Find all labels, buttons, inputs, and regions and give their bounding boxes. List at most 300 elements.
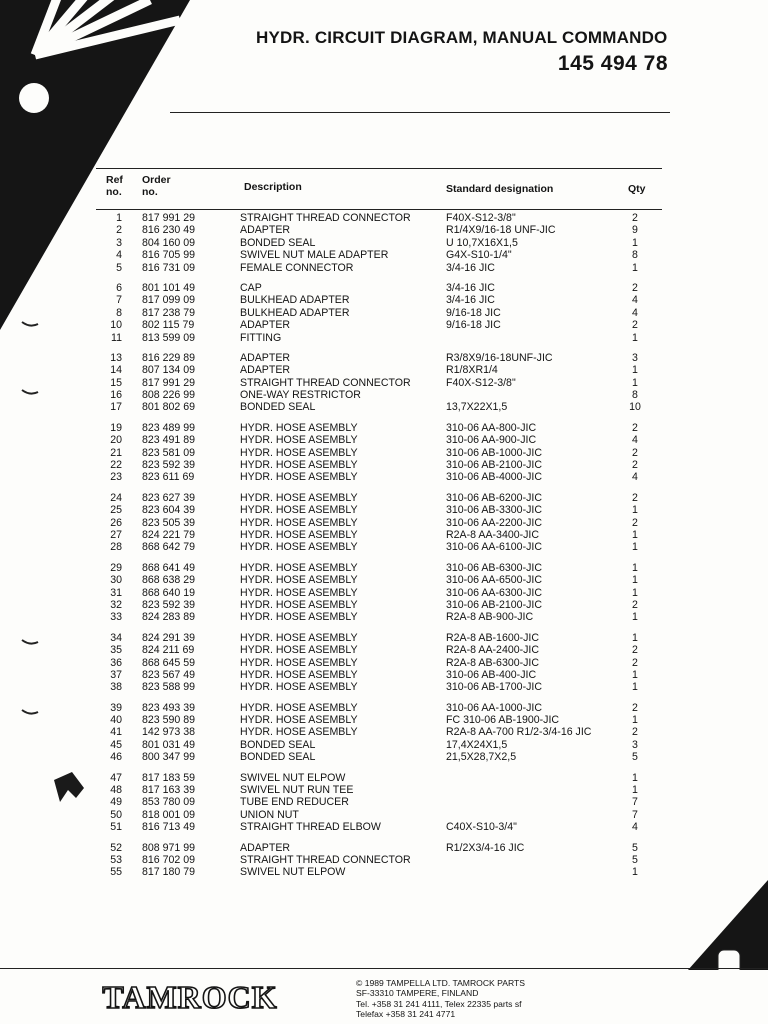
description-cell: HYDR. HOSE ASEMBLY [240, 714, 358, 727]
description-cell: CAP [240, 281, 262, 294]
order-no-cell: 823 611 69 [142, 471, 195, 484]
table-row [96, 224, 662, 236]
logo-text: TAMROCK [102, 980, 278, 1014]
qty-cell: 4 [632, 306, 638, 319]
standard-designation-cell: 3/4-16 JIC [446, 281, 495, 294]
order-no-cell: 817 163 39 [142, 784, 196, 797]
table-row [96, 796, 662, 808]
description-cell: HYDR. HOSE ASEMBLY [240, 586, 358, 599]
order-no-cell: 807 134 09 [142, 364, 196, 377]
qty-cell: 2 [632, 656, 638, 669]
description-cell: BONDED SEAL [240, 236, 316, 249]
table-row [96, 249, 662, 261]
table-row [96, 809, 662, 821]
order-no-cell: 868 641 49 [142, 561, 196, 574]
ref-cell: 5 [116, 261, 122, 274]
table-row [96, 377, 662, 389]
ref-cell: 36 [110, 656, 122, 669]
qty-cell: 2 [632, 459, 638, 472]
qty-cell: 1 [632, 561, 638, 574]
description-cell: ADAPTER [240, 364, 291, 377]
footer-rule [0, 968, 768, 969]
order-no-cell: 868 645 59 [142, 656, 196, 669]
ref-cell: 55 [110, 866, 122, 879]
corner-graphic-bottom [688, 880, 768, 970]
qty-cell: 2 [632, 446, 638, 459]
qty-cell: 3 [632, 738, 638, 751]
standard-designation-cell: 21,5X28,7X2,5 [446, 751, 517, 764]
qty-cell: 1 [632, 364, 638, 377]
footer-line-3: Tel. +358 31 241 4111, Telex 22335 parts sf [356, 998, 522, 1009]
footer-line-1: © 1989 TAMPELLA LTD. TAMROCK PARTS [356, 978, 526, 988]
ref-cell: 47 [110, 771, 122, 784]
description-cell: HYDR. HOSE ASEMBLY [240, 516, 358, 529]
standard-designation-cell: 310-06 AA-800-JIC [446, 421, 537, 434]
ref-cell: 32 [110, 598, 122, 611]
description-cell: HYDR. HOSE ASEMBLY [240, 701, 358, 714]
table-row [96, 492, 662, 504]
group-gap [96, 484, 662, 492]
order-no-cell: 816 705 99 [142, 249, 196, 262]
qty-cell: 2 [632, 516, 638, 529]
qty-cell: 2 [632, 726, 638, 739]
standard-designation-cell: 310-06 AB-1000-JIC [446, 446, 542, 459]
description-cell: HYDR. HOSE ASEMBLY [240, 561, 358, 574]
qty-cell: 1 [632, 331, 638, 344]
table-row [96, 751, 662, 763]
order-no-cell: 817 238 79 [142, 306, 196, 319]
qty-cell: 5 [632, 841, 638, 854]
ref-cell: 17 [110, 401, 122, 414]
standard-designation-cell: U 10,7X16X1,5 [446, 236, 518, 249]
col-order-line1: Order [142, 174, 171, 186]
qty-cell: 2 [632, 598, 638, 611]
document-title: HYDR. CIRCUIT DIAGRAM, MANUAL COMMANDO [256, 28, 668, 47]
footer-line-4: Telefax +358 31 241 4771 [356, 1009, 456, 1020]
ref-cell: 52 [110, 841, 122, 854]
table-row [96, 319, 662, 331]
order-no-cell: 823 491 89 [142, 434, 196, 447]
standard-designation-cell: 310-06 AA-2200-JIC [446, 516, 542, 529]
table-row [96, 784, 662, 796]
description-cell: UNION NUT [240, 808, 299, 821]
qty-cell: 8 [632, 249, 638, 262]
order-no-cell: 823 493 39 [142, 701, 196, 714]
standard-designation-cell: 310-06 AA-900-JIC [446, 434, 537, 447]
table-row [96, 714, 662, 726]
table-row [96, 702, 662, 714]
table-row [96, 364, 662, 376]
description-cell: STRAIGHT THREAD CONNECTOR [240, 212, 411, 224]
order-no-cell: 817 099 09 [142, 294, 196, 307]
col-ref-line2: no. [106, 186, 122, 198]
qty-cell: 5 [632, 751, 638, 764]
ref-cell: 38 [110, 681, 122, 694]
standard-designation-cell: 9/16-18 JIC [446, 306, 501, 319]
ref-cell: 20 [110, 434, 122, 447]
col-order [142, 174, 171, 198]
standard-designation-cell: R2A-8 AA-3400-JIC [446, 528, 540, 541]
order-no-cell: 823 588 99 [142, 681, 196, 694]
standard-designation-cell: 310-06 AB-3300-JIC [446, 504, 542, 517]
order-no-cell: 868 642 79 [142, 541, 196, 554]
order-no-cell: 802 115 79 [142, 319, 195, 332]
col-standard: Standard designation [446, 183, 554, 195]
ref-cell: 11 [111, 331, 122, 344]
table-row [96, 842, 662, 854]
table-row [96, 854, 662, 866]
description-cell: STRAIGHT THREAD CONNECTOR [240, 376, 411, 389]
description-cell: ADAPTER [240, 319, 291, 332]
group-gap [96, 344, 662, 352]
table-row [96, 307, 662, 319]
description-cell: HYDR. HOSE ASEMBLY [240, 471, 358, 484]
ref-cell: 7 [116, 294, 122, 307]
description-cell: FITTING [240, 331, 282, 344]
table-row [96, 681, 662, 693]
qty-cell: 1 [632, 586, 638, 599]
ref-cell: 28 [110, 541, 122, 554]
order-no-cell: 823 590 89 [142, 714, 196, 727]
description-cell: ADAPTER [240, 841, 291, 854]
order-no-cell: 824 283 89 [142, 611, 196, 624]
description-cell: SWIVEL NUT MALE ADAPTER [240, 249, 389, 262]
ref-cell: 30 [110, 574, 122, 587]
description-cell: HYDR. HOSE ASEMBLY [240, 611, 358, 624]
group-gap [96, 834, 662, 842]
ref-cell: 1 [116, 212, 122, 224]
group-gap [96, 764, 662, 772]
footer-line-2: SF-33310 TAMPERE, FINLAND [356, 988, 479, 999]
table-row [96, 262, 662, 274]
standard-designation-cell: 310-06 AA-6500-JIC [446, 574, 542, 587]
ref-cell: 2 [116, 224, 122, 237]
qty-cell: 3 [632, 351, 638, 364]
description-cell: BULKHEAD ADAPTER [240, 294, 350, 307]
description-cell: HYDR. HOSE ASEMBLY [240, 631, 358, 644]
order-no-cell: 868 640 19 [142, 586, 196, 599]
table-row [96, 529, 662, 541]
standard-designation-cell: 310-06 AA-1000-JIC [446, 701, 542, 714]
description-cell: STRAIGHT THREAD CONNECTOR [240, 853, 411, 866]
table-row [96, 587, 662, 599]
order-no-cell: 823 592 39 [142, 459, 196, 472]
qty-cell: 2 [632, 644, 638, 657]
description-cell: HYDR. HOSE ASEMBLY [240, 574, 358, 587]
order-no-cell: 824 221 79 [142, 528, 196, 541]
qty-cell: 1 [632, 668, 638, 681]
description-cell: HYDR. HOSE ASEMBLY [240, 421, 358, 434]
ref-cell: 29 [110, 561, 122, 574]
ref-cell: 46 [110, 751, 122, 764]
qty-cell: 1 [632, 236, 638, 249]
ref-cell: 27 [110, 528, 122, 541]
ref-cell: 35 [110, 644, 122, 657]
order-no-cell: 801 031 49 [142, 738, 196, 751]
description-cell: SWIVEL NUT ELPOW [240, 866, 346, 879]
ref-cell: 25 [110, 504, 122, 517]
qty-cell: 7 [632, 808, 638, 821]
col-ref [106, 174, 123, 198]
qty-cell: 2 [632, 319, 638, 332]
table-row [96, 471, 662, 483]
qty-cell: 4 [632, 821, 638, 834]
punch-marks [18, 300, 48, 760]
table-row [96, 726, 662, 738]
order-no-cell: 818 001 09 [142, 808, 196, 821]
qty-cell: 1 [632, 866, 638, 879]
group-gap [96, 414, 662, 422]
description-cell: STRAIGHT THREAD ELBOW [240, 821, 381, 834]
table-row [96, 422, 662, 434]
table-row [96, 434, 662, 446]
order-no-cell: 816 731 09 [142, 261, 196, 274]
order-no-cell: 817 180 79 [142, 866, 196, 879]
description-cell: HYDR. HOSE ASEMBLY [240, 668, 358, 681]
table-row [96, 657, 662, 669]
description-cell: BONDED SEAL [240, 738, 316, 751]
table-row [96, 237, 662, 249]
order-no-cell: 823 489 99 [142, 421, 196, 434]
ref-cell: 10 [110, 319, 122, 332]
order-no-cell: 817 183 59 [142, 771, 196, 784]
ref-cell: 22 [110, 459, 122, 472]
table-row [96, 574, 662, 586]
standard-designation-cell: 3/4-16 JIC [446, 261, 495, 274]
ref-cell: 49 [110, 796, 122, 809]
standard-designation-cell: R2A-8 AB-900-JIC [446, 611, 534, 624]
standard-designation-cell: G4X-S10-1/4" [446, 249, 512, 262]
standard-designation-cell: F40X-S12-3/8" [446, 212, 516, 224]
table-row [96, 669, 662, 681]
ref-cell: 24 [110, 491, 122, 504]
qty-cell: 1 [632, 528, 638, 541]
table-row [96, 611, 662, 623]
order-no-cell: 808 971 99 [142, 841, 196, 854]
ref-cell: 51 [110, 821, 122, 834]
description-cell: HYDR. HOSE ASEMBLY [240, 644, 358, 657]
standard-designation-cell: 310-06 AB-2100-JIC [446, 598, 542, 611]
ref-cell: 8 [116, 306, 122, 319]
description-cell: HYDR. HOSE ASEMBLY [240, 726, 358, 739]
table-row [96, 599, 662, 611]
standard-designation-cell: R1/2X3/4-16 JIC [446, 841, 525, 854]
table-header [96, 168, 662, 210]
standard-designation-cell: FC 310-06 AB-1900-JIC [446, 714, 560, 727]
qty-cell: 1 [632, 681, 638, 694]
description-cell: HYDR. HOSE ASEMBLY [240, 434, 358, 447]
order-no-cell: 142 973 38 [142, 726, 196, 739]
qty-cell: 1 [632, 771, 638, 784]
part-number: 145 494 78 [557, 52, 668, 75]
order-no-cell: 801 802 69 [142, 401, 196, 414]
order-no-cell: 868 638 29 [142, 574, 196, 587]
qty-cell: 8 [632, 389, 638, 402]
description-cell: SWIVEL NUT RUN TEE [240, 784, 354, 797]
qty-cell: 2 [632, 421, 638, 434]
ref-cell: 50 [110, 808, 122, 821]
order-no-cell: 853 780 09 [142, 796, 196, 809]
table-row [96, 517, 662, 529]
qty-cell: 10 [629, 401, 641, 414]
order-no-cell: 824 211 69 [142, 644, 195, 657]
standard-designation-cell: 17,4X24X1,5 [446, 738, 508, 751]
table-row [96, 401, 662, 413]
order-no-cell: 816 713 49 [142, 821, 196, 834]
table-row [96, 447, 662, 459]
order-no-cell: 801 101 49 [142, 281, 196, 294]
ref-cell: 6 [116, 281, 122, 294]
standard-designation-cell: C40X-S10-3/4" [446, 821, 517, 834]
qty-cell: 2 [632, 212, 638, 224]
order-no-cell: 823 592 39 [142, 598, 196, 611]
order-no-cell: 816 702 09 [142, 853, 196, 866]
qty-cell: 4 [632, 471, 638, 484]
qty-cell: 1 [632, 611, 638, 624]
ref-cell: 14 [110, 364, 122, 377]
ref-cell: 21 [110, 446, 122, 459]
table-row [96, 282, 662, 294]
ref-cell: 26 [110, 516, 122, 529]
description-cell: BONDED SEAL [240, 401, 316, 414]
table-row [96, 772, 662, 784]
description-cell: BULKHEAD ADAPTER [240, 306, 350, 319]
order-no-cell: 823 581 09 [142, 446, 196, 459]
qty-cell: 9 [632, 224, 638, 237]
ref-cell: 33 [110, 611, 122, 624]
standard-designation-cell: 310-06 AB-6300-JIC [446, 561, 542, 574]
order-no-cell: 823 505 39 [142, 516, 196, 529]
ref-cell: 39 [110, 701, 122, 714]
standard-designation-cell: 310-06 AB-400-JIC [446, 668, 537, 681]
qty-cell: 4 [632, 294, 638, 307]
order-no-cell: 824 291 39 [142, 631, 196, 644]
standard-designation-cell: 310-06 AB-2100-JIC [446, 459, 542, 472]
table-row [96, 821, 662, 833]
ref-cell: 48 [110, 784, 122, 797]
qty-cell: 1 [632, 784, 638, 797]
standard-designation-cell: 13,7X22X1,5 [446, 401, 508, 414]
col-order-line2: no. [142, 186, 158, 198]
standard-designation-cell: 9/16-18 JIC [446, 319, 501, 332]
qty-cell: 1 [632, 541, 638, 554]
order-no-cell: 817 991 29 [142, 212, 196, 224]
description-cell: ONE-WAY RESTRICTOR [240, 389, 361, 402]
col-ref-line1: Ref [106, 174, 123, 186]
description-cell: FEMALE CONNECTOR [240, 261, 354, 274]
qty-cell: 1 [632, 631, 638, 644]
order-no-cell: 816 229 89 [142, 351, 196, 364]
ref-cell: 40 [110, 714, 122, 727]
standard-designation-cell: R2A-8 AB-1600-JIC [446, 631, 540, 644]
ref-cell: 41 [110, 726, 122, 739]
standard-designation-cell: 310-06 AA-6100-JIC [446, 541, 542, 554]
order-no-cell: 816 230 49 [142, 224, 196, 237]
table-row [96, 352, 662, 364]
qty-cell: 7 [632, 796, 638, 809]
group-gap [96, 694, 662, 702]
ink-blot [50, 768, 90, 808]
standard-designation-cell: R1/8XR1/4 [446, 364, 498, 377]
standard-designation-cell: R2A-8 AA-2400-JIC [446, 644, 540, 657]
description-cell: HYDR. HOSE ASEMBLY [240, 459, 358, 472]
table-row [96, 541, 662, 553]
order-no-cell: 800 347 99 [142, 751, 196, 764]
description-cell: HYDR. HOSE ASEMBLY [240, 598, 358, 611]
description-cell: ADAPTER [240, 224, 291, 237]
table-row [96, 562, 662, 574]
tamrock-logo [70, 980, 310, 1014]
table-row [96, 459, 662, 471]
ref-cell: 15 [110, 376, 122, 389]
description-cell: HYDR. HOSE ASEMBLY [240, 656, 358, 669]
order-no-cell: 823 604 39 [142, 504, 196, 517]
ref-cell: 45 [110, 738, 122, 751]
table-row [96, 739, 662, 751]
description-cell: ADAPTER [240, 351, 291, 364]
standard-designation-cell: R2A-8 AB-6300-JIC [446, 656, 540, 669]
ref-cell: 31 [110, 586, 122, 599]
ref-cell: 34 [110, 631, 122, 644]
description-cell: HYDR. HOSE ASEMBLY [240, 528, 358, 541]
ref-cell: 13 [110, 351, 122, 364]
qty-cell: 2 [632, 701, 638, 714]
ref-cell: 3 [116, 236, 122, 249]
order-no-cell: 817 991 29 [142, 376, 196, 389]
standard-designation-cell: R2A-8 AA-700 R1/2-3/4-16 JIC [446, 726, 592, 739]
ref-cell: 4 [116, 249, 122, 262]
order-no-cell: 804 160 09 [142, 236, 196, 249]
ref-cell: 23 [110, 471, 122, 484]
qty-cell: 1 [632, 504, 638, 517]
description-cell: HYDR. HOSE ASEMBLY [240, 446, 358, 459]
table-row [96, 866, 662, 878]
standard-designation-cell: 310-06 AB-4000-JIC [446, 471, 542, 484]
description-cell: HYDR. HOSE ASEMBLY [240, 681, 358, 694]
qty-cell: 5 [632, 853, 638, 866]
standard-designation-cell: R1/4X9/16-18 UNF-JIC [446, 224, 556, 237]
order-no-cell: 823 627 39 [142, 491, 196, 504]
ref-cell: 37 [110, 668, 122, 681]
table-row [96, 332, 662, 344]
group-gap [96, 624, 662, 632]
description-cell: HYDR. HOSE ASEMBLY [240, 504, 358, 517]
table-row [96, 632, 662, 644]
qty-cell: 1 [632, 714, 638, 727]
col-description: Description [244, 181, 302, 193]
qty-cell: 2 [632, 491, 638, 504]
order-no-cell: 808 226 99 [142, 389, 196, 402]
group-gap [96, 274, 662, 282]
qty-cell: 2 [632, 281, 638, 294]
qty-cell: 1 [632, 261, 638, 274]
standard-designation-cell: 310-06 AB-6200-JIC [446, 491, 542, 504]
table-row [96, 389, 662, 401]
qty-cell: 4 [632, 434, 638, 447]
qty-cell: 1 [632, 376, 638, 389]
ref-cell: 16 [110, 389, 122, 402]
order-no-cell: 813 599 09 [142, 331, 196, 344]
standard-designation-cell: 310-06 AB-1700-JIC [446, 681, 542, 694]
standard-designation-cell: 310-06 AA-6300-JIC [446, 586, 542, 599]
table-row [96, 504, 662, 516]
standard-designation-cell: R3/8X9/16-18UNF-JIC [446, 351, 553, 364]
description-cell: HYDR. HOSE ASEMBLY [240, 541, 358, 554]
description-cell: BONDED SEAL [240, 751, 316, 764]
ref-cell: 53 [110, 853, 122, 866]
parts-table [96, 168, 662, 879]
footer-address [356, 978, 525, 1020]
